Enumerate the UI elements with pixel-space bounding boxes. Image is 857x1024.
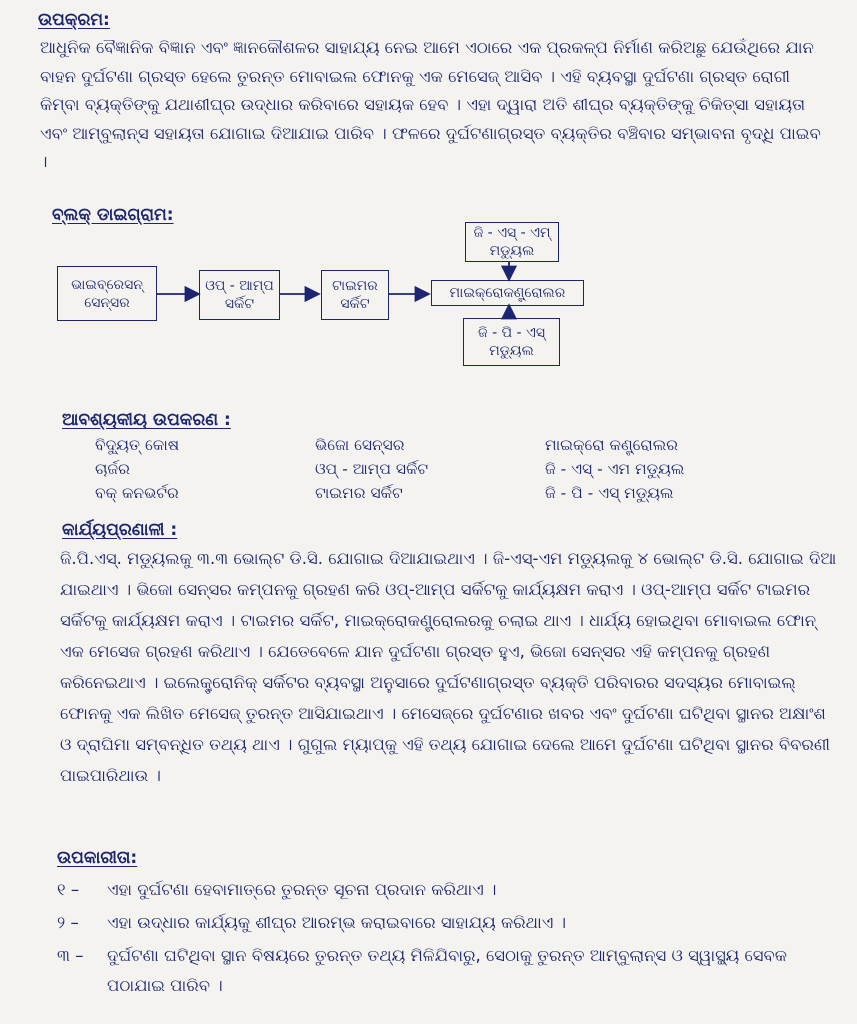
op-amp-block: ଓପ୍ - ଆମ୍ପ ସର୍କିଟ [199,270,280,320]
benefit-number: ୨ – [57,913,79,932]
benefits-heading: ଉପକାରୀତା: [57,848,138,868]
block-diagram-heading: ବ୍ଲକ୍ ଡାଇଗ୍ରାମ: [52,205,174,225]
equipment-item: ଜି - ପି - ଏସ୍ ମଡ୍ୟୁଲ [545,484,674,502]
equipment-item: ଓପ୍ - ଆମ୍ପ ସର୍କିଟ [315,460,429,478]
vibration-sensor-block: ଭାଇବ୍ରେସନ୍ ସେନ୍ସର [57,266,157,321]
intro-paragraph: ଆଧୁନିକ ବୈଜ୍ଞାନିକ ବିଜ୍ଞାନ ଏବଂ ଜ୍ଞାନକୌଶଳର ସାହାଯ୍ୟ ନେଇ ଆମେ ଏଠାରେ ଏକ ପ୍ରକଳ୍ପ ନିର୍ମାଣ କରିଅଛୁ ଯେଉଁଥିରେ ଯାନ ବାହନ ଦୁର୍ଘଟଣା ଗ୍ରସ୍ତ ହେଲେ ତୁରନ୍ତ ମୋବାଇଲ ଫୋନକୁ ଏକ ମେସେଜ୍ ଆସିବ । ଏହି ବ୍ୟବସ୍ଥା ଦୁର୍ଘଟଣା ଗ୍ରସ୍ତ ରୋଗୀ କିମ୍ବା ବ୍ୟକ୍ତିଙ୍କୁ ଯଥାଶୀଘ୍ର ଉଦ୍ଧାର କରିବାରେ ସହାୟକ ହେବ । ଏହା ଦ୍ୱାରା ଅତି ଶୀଘ୍ର ବ୍ୟକ୍ତିଙ୍କୁ ଚିକିତ୍ସା ସହାୟତା ଏବଂ ଆମ୍ବୁଲାନ୍ସ ସହାୟତା ଯୋଗାଇ ଦିଆଯାଇ ପାରିବ । ଫଳରେ ଦୁର୍ଘଟଣାଗ୍ରସ୍ତ ବ୍ୟକ୍ତିର ବଞ୍ଚିବାର ସମ୍ଭାବନା ବୃଦ୍ଧି ପାଇବ । [40,38,821,171]
microcontroller-block: ମାଇକ୍ରୋକଣ୍ଟ୍ରୋଲର [431,280,584,306]
benefit-text: ଦୁର୍ଘଟଣା ଘଟିଥିବା ସ୍ଥାନ ବିଷୟରେ ତୁରନ୍ତ ତଥ୍ୟ ମିଳିଯିବାରୁ, ସେଠାକୁ ତୁରନ୍ତ ଆମ୍ବୁଲାନ୍ସ ଓ ସ୍ୱାସ୍ଥ୍ୟ ସେବକ ପଠାଯାଇ ପାରିବ । [107,946,787,995]
intro-heading: ଉପକ୍ରମ: [38,10,110,30]
benefit-item [57,908,817,938]
gsm-module-block: ଜି - ଏସ୍ - ଏମ୍ ମଡ୍ୟୁଲ [465,222,559,262]
benefit-item [57,941,817,1001]
procedure-paragraph: ଜି.ପି.ଏସ୍. ମଡ୍ୟୁଲକୁ ୩.୩ ଭୋଲ୍ଟ ଡି.ସି. ଯୋଗାଇ ଦିଆଯାଇଥାଏ । ଜି-ଏସ୍-ଏମ ମଡ୍ୟୁଲକୁ ୪ ଭୋଲ୍ଟ ଡି.ସି. ଯୋଗାଇ ଦିଆ ଯାଇଥାଏ । ଭିଜୋ ସେନ୍ସର କମ୍ପନକୁ ଗ୍ରହଣ କରି ଓପ୍-ଆମ୍ପ ସର୍କିଟକୁ କାର୍ଯ୍ୟକ୍ଷମ କରାଏ । ଓପ୍-ଆମ୍ପ ସର୍କିଟ ଟାଇମର ସର୍କିଟକୁ କାର୍ଯ୍ୟକ୍ଷମ କରାଏ । ଟାଇମର ସର୍କିଟ, ମାଇକ୍ରୋକଣ୍ଟ୍ରୋଲରକୁ ଚଲାଇ ଥାଏ । ଧାର୍ଯ୍ୟ ହୋଇଥିବା ମୋବାଇଲ ଫୋନ୍ ଏକ ମେସେଜ ଗ୍ରହଣ କରିଥାଏ । ଯେତେବେଳେ ଯାନ ଦୁର୍ଘଟଣା ଗ୍ରସ୍ତ ହୁଏ, ଭିଜୋ ସେନ୍ସର ଏହି କମ୍ପନକୁ ଗ୍ରହଣ କରିନେଇଥାଏ । ଇଲେକ୍ଟ୍ରୋନିକ୍ ସର୍କିଟର ବ୍ୟବସ୍ଥା ଅନୁସାରେ ଦୁର୍ଘଟଣାଗ୍ରସ୍ତ ବ୍ୟକ୍ତି ପରିବାରର ସଦସ୍ୟର ମୋବାଇଲ୍ ଫୋନକୁ ଏକ ଲିଖିତ ମେସେଜ୍ ତୁରନ୍ତ ଆସିଯାଇଥାଏ । ମେସେଜ୍‌ରେ ଦୁର୍ଘଟଣାର ଖବର ଏବଂ ଦୁର୍ଘଟଣା ଘଟିଥିବା ସ୍ଥାନର ଅକ୍ଷାଂଶ ଓ ଦ୍ରାଘିମା ସମ୍ବନ୍ଧିତ ତଥ୍ୟ ଥାଏ । ଗୁଗୁଲ ମ୍ୟାପ୍‌କୁ ଏହି ତଥ୍ୟ ଯୋଗାଇ ଦେଲେ ଆମେ ଦୁର୍ଘଟଣା ଘଟିଥିବା ସ୍ଥାନର ବିବରଣୀ ପାଇପାରିଥାଉ । [60,549,837,785]
procedure-heading: କାର୍ଯ୍ୟପ୍ରଣାଳୀ : [62,520,178,540]
gps-module-block: ଜି - ପି - ଏସ୍ ମଡ୍ୟୁଲ [463,318,560,366]
benefit-number: ୧ – [57,880,80,899]
equipment-item: ବକ୍ କନଭର୍ଟର [95,484,179,502]
equipment-item: ବିଦ୍ୟୁତ୍ କୋଷ [95,436,180,454]
benefits-list [57,875,817,1004]
equipment-item: ଟାଇମର ସର୍କିଟ [315,484,403,502]
equipment-list [95,436,795,503]
equipment-item: ଚାର୍ଜର [95,460,130,478]
equipment-item: ଭିଜୋ ସେନ୍ସର [315,436,405,454]
benefit-item [57,875,817,905]
equipment-heading: ଆବଶ୍ୟକୀୟ ଉପକରଣ : [62,410,231,430]
equipment-item: ଜି - ଏସ୍ - ଏମ ମଡ୍ୟୁଲ [545,460,685,478]
timer-block: ଟାଇମର ସର୍କିଟ [321,270,389,320]
equipment-item: ମାଇକ୍ରୋ କଣ୍ଟ୍ରୋଲର [545,436,678,454]
benefit-number: ୩ – [57,946,84,965]
benefit-text: ଏହା ଦୁର୍ଘଟଣା ହେବାମାତ୍ରେ ତୁରନ୍ତ ସୂଚନା ପ୍ରଦାନ କରିଥାଏ । [107,880,497,899]
benefit-text: ଏହା ଉଦ୍ଧାର କାର୍ଯ୍ୟକୁ ଶୀଘ୍ର ଆରମ୍ଭ କରାଇବାରେ ସାହାଯ୍ୟ କରିଥାଏ । [107,913,567,932]
